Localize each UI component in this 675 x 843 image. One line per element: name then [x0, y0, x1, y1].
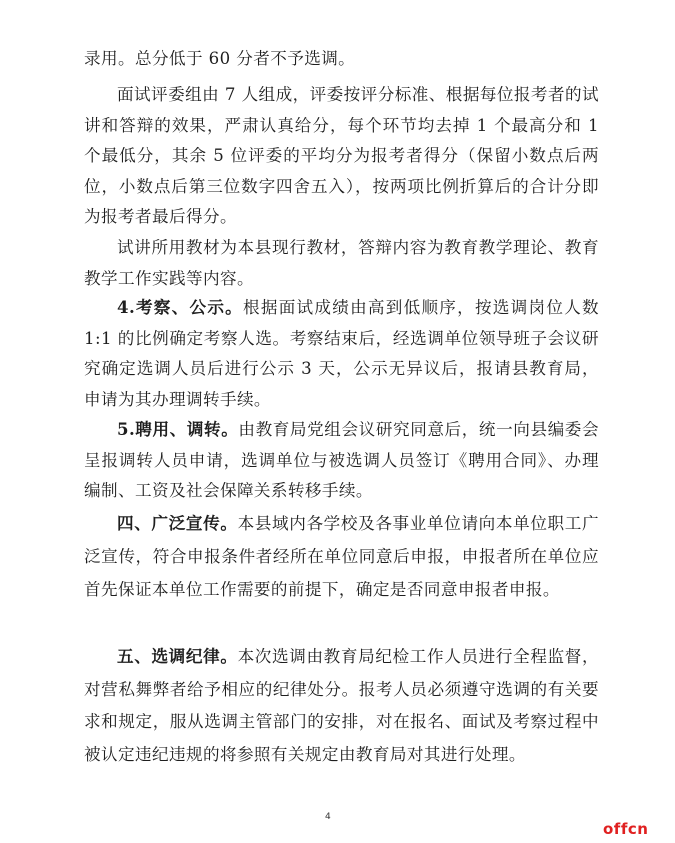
- paragraph-text: 录用。总分低于 60 分者不予选调。: [84, 49, 356, 68]
- offcn-watermark: offcn: [603, 820, 649, 838]
- paragraph-text: 由教育局党组会议研究同意后，统一向县编委会呈报调转人员申请，选调单位与被选调人员签订《聘用合同》、办理编制、工资及社会保障关系转移手续。: [84, 420, 599, 501]
- paragraph-interview-panel: [84, 80, 599, 233]
- section-heading: 4.考察、公示。: [117, 297, 244, 317]
- paragraph-publicity: [84, 507, 599, 606]
- paragraph-text: 本次选调由教育局纪检工作人员进行全程监督，对营私舞弊者给予相应的纪律处分。报考人员必须遵守选调的有关要求和规定，服从选调主管部门的安排，对在报名、面试及考察过程中被认定违纪违规的将参照有关规定由教育局对其进行处理。: [84, 647, 599, 764]
- section-heading: 四、广泛宣传。: [117, 513, 238, 533]
- paragraph-text: 根据面试成绩由高到低顺序，按选调岗位人数 1:1 的比例确定考察人选。考察结束后，经选调单位领导班子会议研究确定选调人员后进行公示 3 天，公示无异议后，报请县教育局，申请为其办理调转手续。: [84, 298, 600, 409]
- page-number: 4: [325, 812, 331, 822]
- paragraph-text: 本县域内各学校及各事业单位请向本单位职工广泛宣传，符合申报条件者经所在单位同意后申报，申报者所在单位应首先保证本单位工作需要的前提下，确定是否同意申报者申报。: [84, 514, 599, 599]
- paragraph-text: 试讲所用教材为本县现行教材，答辩内容为教育教学理论、教育教学工作实践等内容。: [84, 238, 599, 288]
- paragraph-score-threshold: [84, 44, 599, 75]
- paragraph-teaching-materials: [84, 233, 599, 294]
- section-heading: 5.聘用、调转。: [117, 419, 239, 439]
- paragraph-inspection-publicity: [84, 292, 599, 415]
- paragraph-discipline: [84, 640, 599, 771]
- paragraph-text: 面试评委组由 7 人组成，评委按评分标准、根据每位报考者的试讲和答辩的效果，严肃认真给分，每个环节均去掉 1 个最高分和 1 个最低分，其余 5 位评委的平均分为报考者得分（保留小数点后两位，小数点后第三位数字四舍五入），按两项比例折算后的合计分即为报考者最后得分。: [84, 85, 599, 227]
- section-heading: 五、选调纪律。: [117, 646, 238, 666]
- paragraph-employment-transfer: [84, 414, 599, 507]
